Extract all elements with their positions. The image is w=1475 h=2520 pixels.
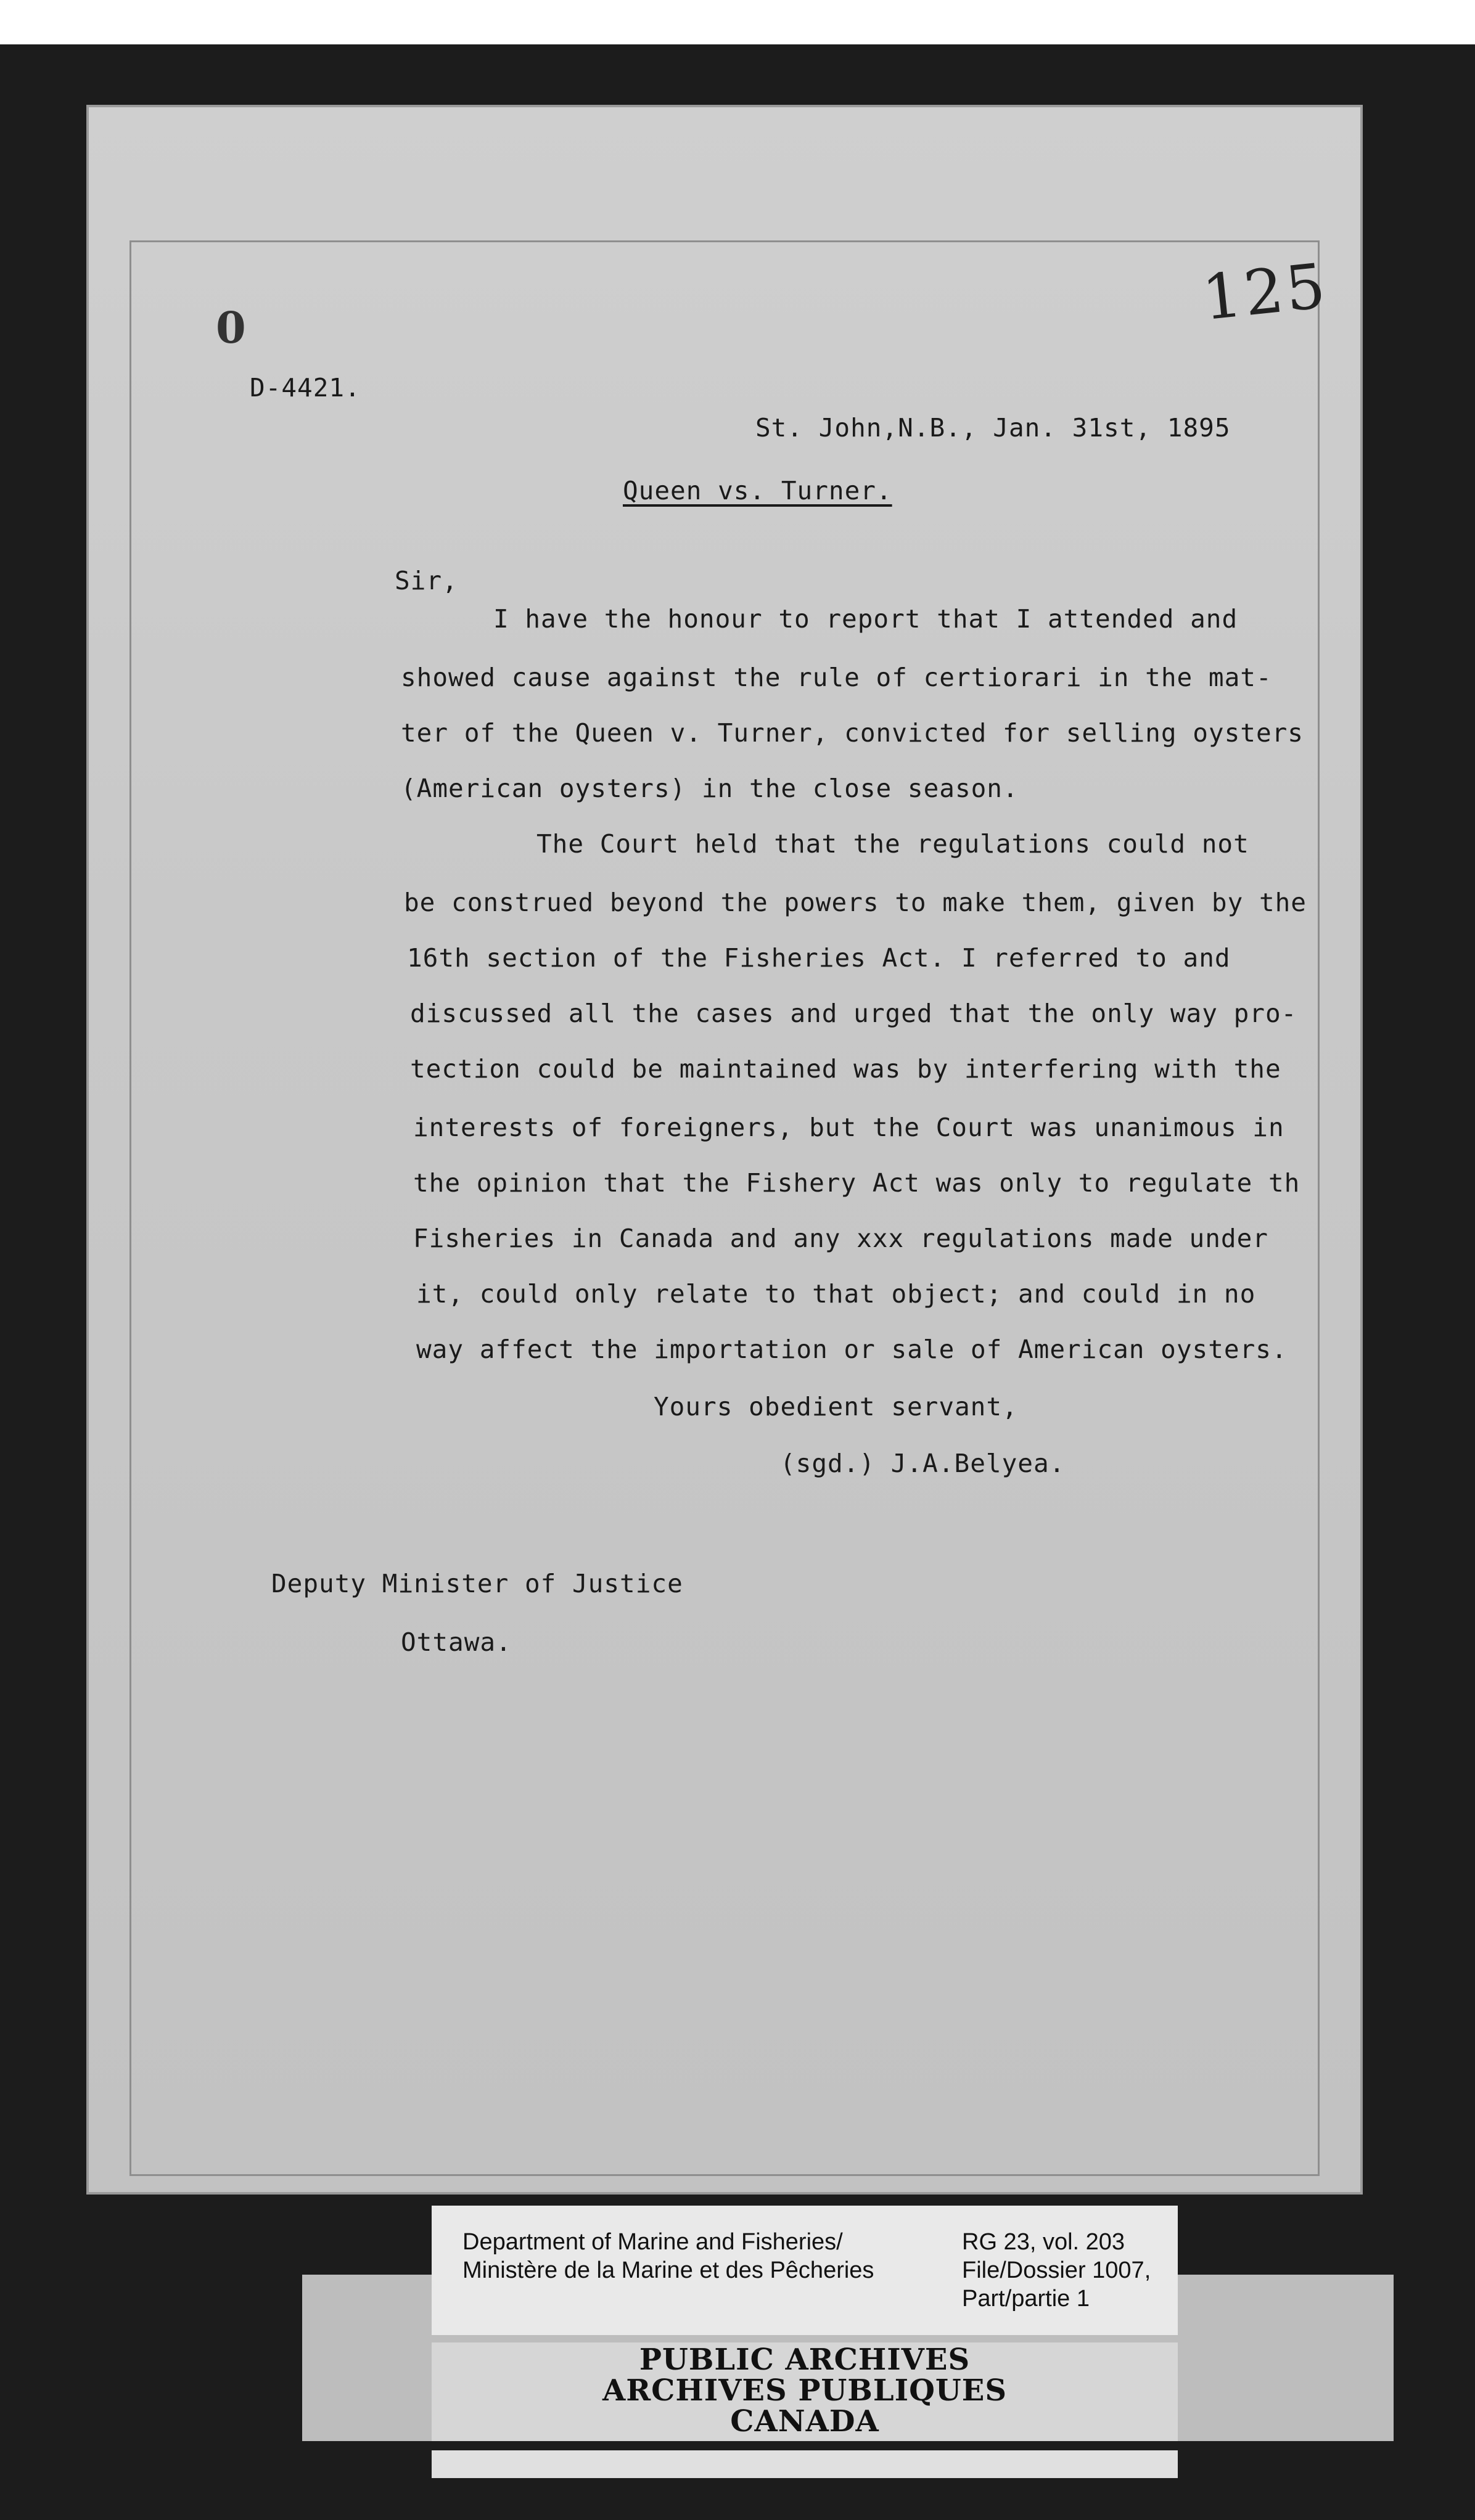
body-line: ter of the Queen v. Turner, convicted for selling oysters: [401, 718, 1304, 748]
body-line: interests of foreigners, but the Court was unanimous in: [413, 1113, 1284, 1142]
department-fr: Ministère de la Marine et des Pêcheries: [462, 2257, 874, 2283]
department-en: Department of Marine and Fisheries/: [462, 2229, 843, 2255]
body-line: (American oysters) in the close season.: [401, 774, 1019, 803]
body-line: tection could be maintained was by interfering with the: [410, 1054, 1281, 1084]
place-date: St. John,N.B., Jan. 31st, 1895: [755, 413, 1231, 443]
body-line: Fisheries in Canada and any xxx regulations made under: [413, 1224, 1268, 1253]
case-title: Queen vs. Turner.: [623, 476, 892, 505]
bottom-strip: [432, 2450, 1178, 2478]
file-dossier: File/Dossier 1007,: [962, 2257, 1151, 2283]
body-line: way affect the importation or sale of American oysters.: [416, 1335, 1288, 1364]
folio-number: 125: [1199, 249, 1331, 335]
sheet-border: [129, 240, 1320, 2176]
archive-reference-label: [432, 2206, 1178, 2335]
body-line: the opinion that the Fishery Act was only to regulate th: [413, 1168, 1300, 1198]
body-line: The Court held that the regulations could not: [536, 829, 1249, 859]
body-line: showed cause against the rule of certiorari in the mat-: [401, 663, 1272, 692]
body-line: discussed all the cases and urged that the only way pro-: [410, 999, 1297, 1028]
body-line: be construed beyond the powers to make them, given by the: [404, 888, 1307, 917]
archives-line-country: CANADA: [730, 2404, 879, 2439]
body-line: I have the honour to report that I attended and: [493, 604, 1238, 634]
archives-line-en: PUBLIC ARCHIVES: [639, 2342, 971, 2377]
file-reference: D-4421.: [250, 373, 361, 403]
stamp-mark: 0: [216, 302, 246, 353]
salutation: Sir,: [395, 566, 458, 595]
signature: (sgd.) J.A.Belyea.: [780, 1449, 1066, 1478]
archives-line-fr: ARCHIVES PUBLIQUES: [602, 2373, 1007, 2408]
part-partie: Part/partie 1: [962, 2286, 1090, 2312]
addressee-title: Deputy Minister of Justice: [271, 1569, 683, 1598]
closing: Yours obedient servant,: [654, 1392, 1018, 1422]
addressee-city: Ottawa.: [401, 1627, 512, 1657]
archives-stamp: [432, 2342, 1178, 2441]
body-line: it, could only relate to that object; and could in no: [416, 1279, 1256, 1309]
record-group: RG 23, vol. 203: [962, 2229, 1125, 2255]
body-line: 16th section of the Fisheries Act. I referred to and: [407, 943, 1231, 973]
